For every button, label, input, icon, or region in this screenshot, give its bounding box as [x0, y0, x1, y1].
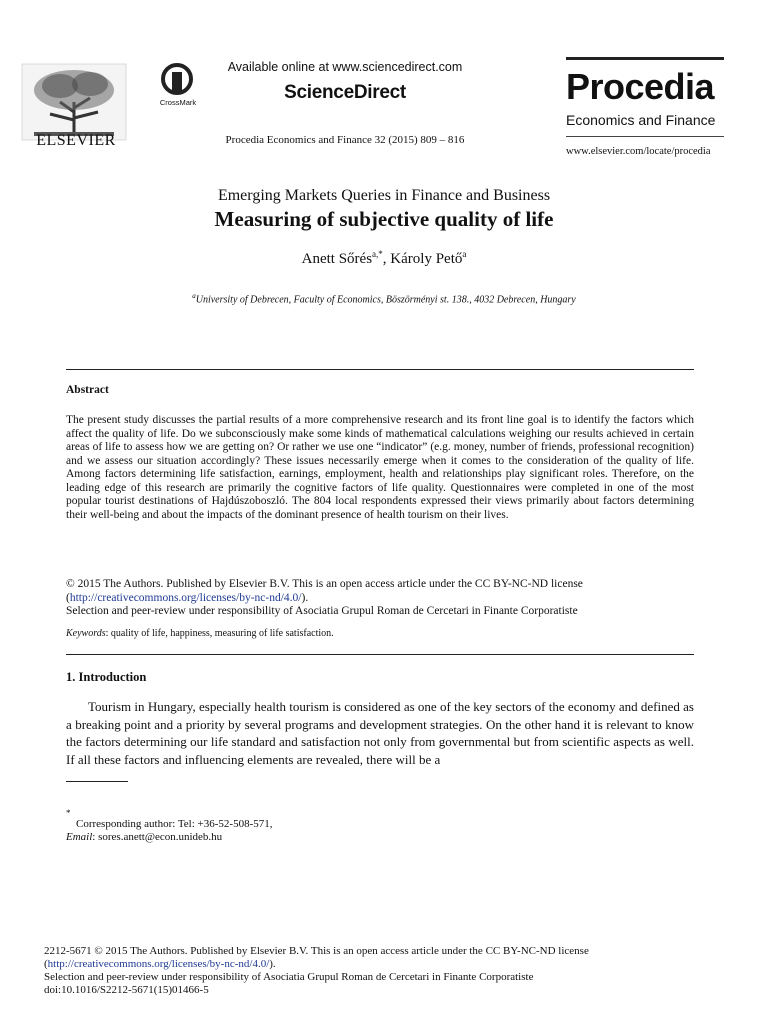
journal-citation: Procedia Economics and Finance 32 (2015) 809 – 816 — [225, 134, 465, 146]
license-block — [66, 578, 694, 619]
procedia-url-link[interactable]: www.elsevier.com/locate/procedia — [566, 146, 711, 157]
footer-doi[interactable]: doi:10.1016/S2212-5671(15)01466-5 — [44, 984, 209, 996]
keywords-label: Keywords — [66, 628, 106, 639]
introduction-paragraph: Tourism in Hungary, especially health tourism is considered as one of the key sectors of the economy and defined as a breaking point and a priority by several programs and development strategies. On the other hand it is relevant to know the factors determining our life standard and satisfaction not only from governmental but from scientific aspects as well. If all these factors and influencing elements are revealed, there will be a — [66, 699, 694, 767]
available-online: Available online at www.sciencedirect.com — [227, 60, 463, 74]
peer-review-line: Selection and peer-review under responsibility of Asociatia Grupul Roman de Cercetari in Finante Corporatiste — [66, 605, 578, 617]
keywords: Keywords: quality of life, happiness, measuring of life satisfaction. — [66, 628, 334, 639]
footer-copyright: 2212-5671 © 2015 The Authors. Published by Elsevier B.V. This is an open access article under the CC BY-NC-ND license — [44, 945, 589, 957]
footnote-rule — [66, 781, 128, 782]
procedia-logo: Procedia — [566, 66, 715, 107]
footer-peer-review: Selection and peer-review under responsibility of Asociatia Grupul Roman de Cercetari in Finante Corporatiste — [44, 971, 534, 983]
corresponding-author: Corresponding author: Tel: +36-52-508-571, — [76, 818, 273, 830]
abstract-bottom-rule — [66, 654, 694, 655]
conference-name: Emerging Markets Queries in Finance and Business — [217, 187, 551, 204]
procedia-top-rule — [566, 57, 724, 60]
publisher-name: ELSEVIER — [36, 132, 116, 149]
page-footer — [44, 945, 724, 997]
author-1-sup: a,* — [372, 249, 383, 259]
paper-title: Measuring of subjective quality of life — [214, 207, 554, 231]
author-1: Anett Sőrés — [301, 251, 373, 267]
author-2-sup: a — [462, 249, 467, 259]
crossmark-label: CrossMark — [159, 98, 197, 107]
abstract-top-rule — [66, 369, 694, 370]
procedia-subtitle: Economics and Finance — [566, 112, 716, 128]
footer-license-link[interactable]: http://creativecommons.org/licenses/by-nc-nd/4.0/ — [47, 958, 270, 970]
footnote-marker: * — [66, 808, 71, 818]
sciencedirect-logo: ScienceDirect — [284, 82, 406, 103]
footer-link-line: (http://creativecommons.org/licenses/by-nc-nd/4.0/). — [44, 958, 276, 970]
author-list — [0, 249, 768, 268]
author-email: Email: sores.anett@econ.unideb.hu — [66, 831, 223, 843]
abstract-heading: Abstract — [66, 384, 109, 396]
license-link-line: (http://creativecommons.org/licenses/by-nc-nd/4.0/). — [66, 591, 309, 604]
license-link[interactable]: http://creativecommons.org/licenses/by-nc-nd/4.0/ — [69, 591, 302, 604]
affiliation: $^a$University of Debrecen, Faculty of Economics, Böszörményi st. 138., 4032 Debrecen, Hungary — [192, 292, 576, 306]
abstract-text: The present study discusses the partial results of a more comprehensive research and its front line goal is to identify the factors which affect the quality of life. Do we subconsciously make some kinds of mathematical calculations weighing our results achieved in certain areas of life to assess how we are getting on? Or rather we use one “indicator” (e.g. money, number of friends, professional recognition) and we assess our situation accordingly? These issues necessarily emerge when it comes to the consideration of the quality of life. Among factors determining life satisfaction, earnings, employment, health and relationships play significant roles. Therefore, on the leading edge of this research are primarily the cognitive factors of life quality. Questionnaires were completed in one of the most popular tourist destinations of Hajdúszoboszló. The 804 local respondents expressed their views primarily about factors determining their well-being and about the impacts of the dominant presence of health tourism on their lives. — [66, 414, 694, 521]
procedia-divider — [566, 136, 724, 137]
author-2: , Károly Pető — [382, 251, 463, 267]
license-line: © 2015 The Authors. Published by Elsevier B.V. This is an open access article under the CC BY-NC-ND license — [66, 578, 583, 590]
section-heading-introduction: 1. Introduction — [66, 670, 147, 684]
